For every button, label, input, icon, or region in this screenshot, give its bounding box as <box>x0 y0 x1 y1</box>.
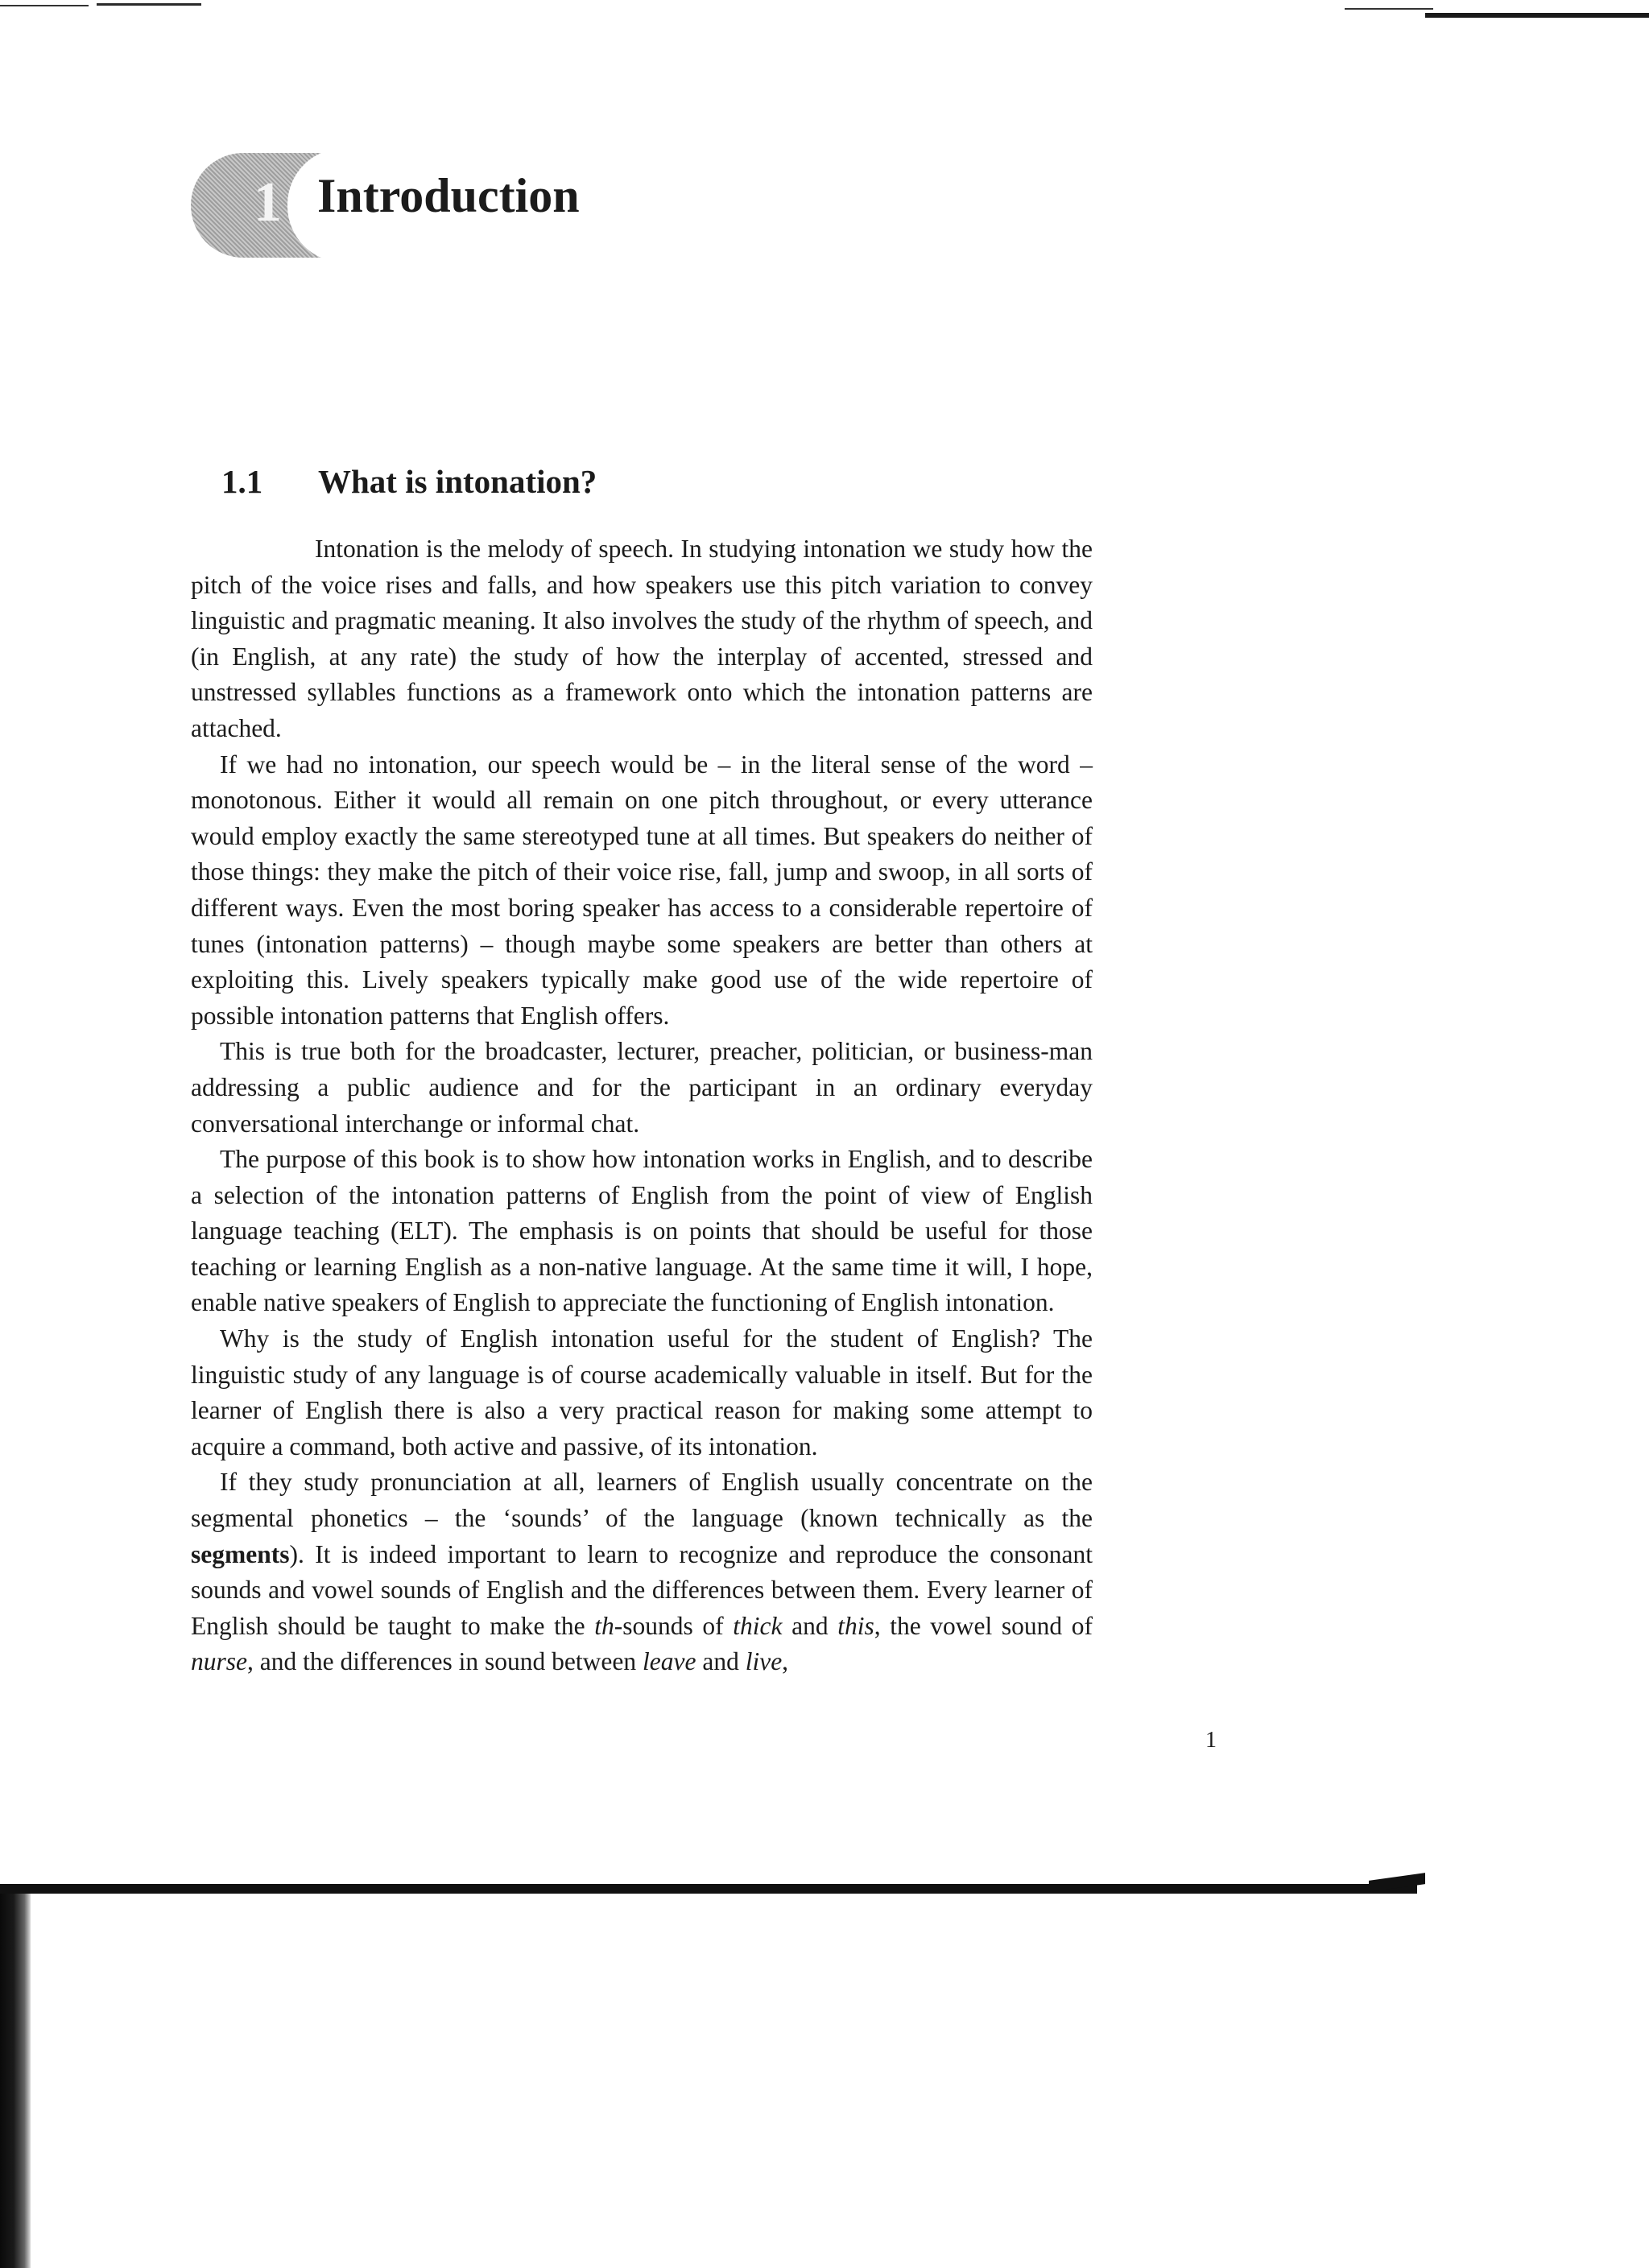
chapter-number: 1 <box>254 171 282 233</box>
paragraph <box>191 1142 1093 1321</box>
text-run: and <box>696 1647 746 1676</box>
italic-word: thick <box>733 1611 783 1640</box>
scan-mark-top-right-2 <box>1425 13 1649 18</box>
text-run: This is true both for the broadcaster, lecturer, preacher, politician, or business-man addressing a public audience and for the participant in an ordinary everyday conversational interchange or informal chat. <box>191 1037 1093 1138</box>
italic-word: th <box>594 1611 614 1640</box>
body-text <box>191 531 1093 1680</box>
text-run: Intonation is the melody of speech. In studying intonation we study how the pitch of the voice rises and falls, and how speakers use this pitch variation to convey linguistic and pragmatic meaning. It also involves the study of the rhythm of speech, and (in English, at any rate) the study of how the interplay of accented, stressed and unstressed syllables functions as a framework onto which the intonation patterns are attached. <box>191 535 1093 742</box>
text-run: , and the differences in sound between <box>247 1647 643 1676</box>
page-number: 1 <box>1205 1728 1217 1753</box>
section-number: 1.1 <box>221 463 263 500</box>
text-run: Why is the study of English intonation useful for the student of English? The linguistic study of any language is of course academically valuable in itself. But for the learner of English there is also a very practical reason for making some attempt to acquire a command, both active and passive, of its intonation. <box>191 1324 1093 1460</box>
text-run: If we had no intonation, our speech would be – in the literal sense of the word – monotonous. Either it would all remain on one pitch throughout, or every utterance would employ exactly the same stereotyped tune at all times. But speakers do neither of those things: they make the pitch of their voice rise, fall, jump and swoop, in all sorts of different ways. Even the most boring speaker has access to a considerable repertoire of tunes (intonation patterns) – though maybe some speakers are better than others at exploiting this. Lively speakers typically make good use of the wide repertoire of possible intonation patterns that English offers. <box>191 750 1093 1030</box>
scan-shadow-left <box>0 1894 31 2268</box>
text-run: and <box>782 1611 838 1640</box>
scan-mark-top-left-2 <box>97 3 201 6</box>
italic-word: nurse <box>191 1647 247 1676</box>
italic-word: leave <box>643 1647 696 1676</box>
text-run: -sounds of <box>614 1611 734 1640</box>
bold-term: segments <box>191 1539 290 1568</box>
paragraph <box>191 1034 1093 1142</box>
section-heading <box>221 465 597 498</box>
text-run: The purpose of this book is to show how intonation works in English, and to describe a selection of the intonation patterns of English from the point of view of English language teaching (ELT). The emphasis is on points that should be useful for those teaching or learning English as a non-native language. At the same time it will, I hope, enable native speakers of English to appreciate the functioning of English intonation. <box>191 1145 1093 1317</box>
scan-mark-top-left <box>0 5 89 6</box>
chapter-title: Introduction <box>317 169 580 222</box>
text-run: , <box>782 1647 789 1676</box>
section-title: What is intonation? <box>318 463 597 500</box>
paragraph <box>191 1464 1093 1680</box>
scan-shadow-bottom <box>0 1884 1417 1894</box>
paragraph <box>191 531 1093 747</box>
text-run: , the vowel sound of <box>874 1611 1093 1640</box>
italic-word: this <box>837 1611 874 1640</box>
italic-word: live <box>745 1647 783 1676</box>
paragraph <box>191 747 1093 1035</box>
scan-mark-top-right <box>1345 8 1433 10</box>
text-run: If they study pronunciation at all, learners of English usually concentrate on the segmental phonetics – the ‘sounds’ of the language (known technically as the <box>191 1468 1093 1533</box>
text-run: ). It is indeed important to learn to recognize and reproduce the consonant sounds and vowel sounds of English and the differences between them. Every learner of English should be taught to make the <box>191 1539 1093 1640</box>
paragraph <box>191 1321 1093 1464</box>
chapter-number-badge <box>191 153 328 258</box>
